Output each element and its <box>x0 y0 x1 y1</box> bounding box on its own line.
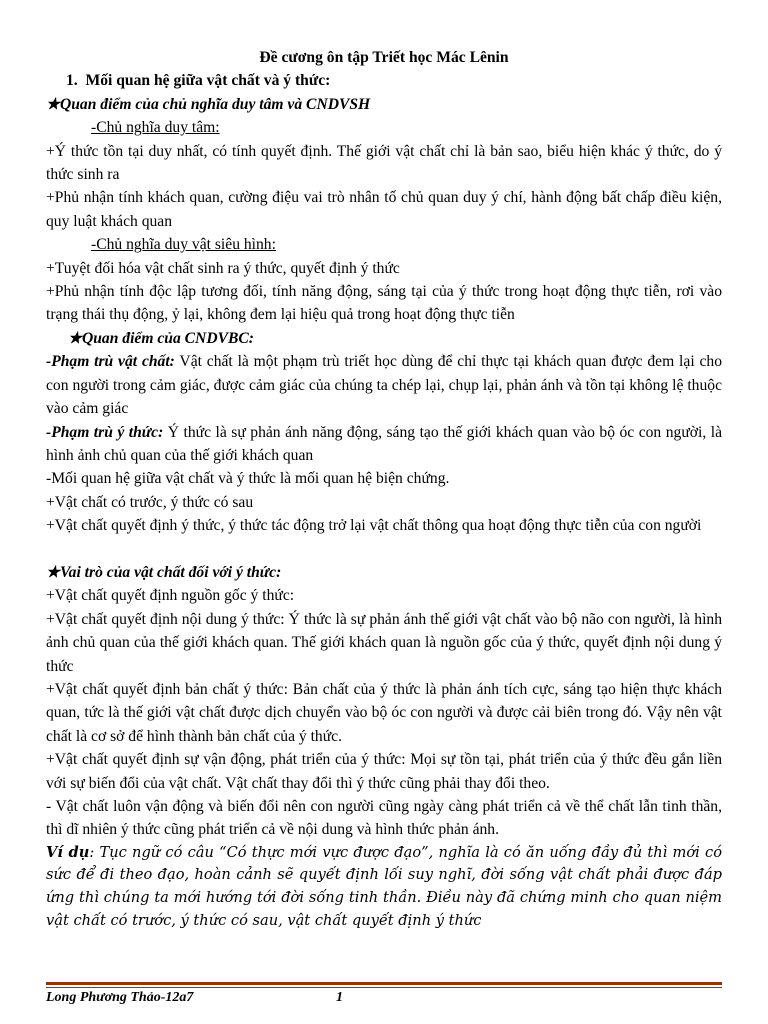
dvbc-paragraph: +Vật chất quyết định ý thức, ý thức tác động trở lại vật chất thông qua hoạt động thực tiễn của con người <box>46 517 702 535</box>
term-matter-label: -Phạm trù vật chất: <box>46 353 175 371</box>
idealism-heading <box>46 93 722 116</box>
idealism-heading-text: Quan điểm của chủ nghĩa duy tâm và CNDVSH <box>59 95 371 113</box>
footer-rule-thin <box>46 987 722 988</box>
dvbc-paragraph: +Vật chất có trước, ý thức có sau <box>46 493 254 511</box>
example-label: Ví dụ <box>46 843 90 861</box>
role-paragraph: +Vật chất quyết định nguồn gốc ý thức: <box>46 587 295 605</box>
example-paragraph <box>46 842 722 932</box>
role-heading <box>46 561 722 584</box>
idealism-paragraph: +Phủ nhận tính khách quan, cường điệu vai trò nhân tố chủ quan duy ý chí, hành động bất chấp điều kiện, quy luật khách quan <box>46 189 722 230</box>
page-footer <box>46 990 722 1010</box>
role-paragraph: - Vật chất luôn vận động và biến đổi nên con người cũng ngày càng phát triển cả về thể chất lẫn tinh thần, thì dĩ nhiên ý thức cũng phát triển cả về nội dung và hình thức phản ánh. <box>46 797 722 839</box>
term-matter-paragraph <box>46 350 722 420</box>
term-consciousness-text: Ý thức là sự phản ánh năng động, sáng tạo thế giới khách quan vào bộ óc con người, là hình ảnh chủ quan của thế giới khách quan <box>46 423 722 464</box>
page-number: 1 <box>336 990 343 1005</box>
idealism-paragraph: +Ý thức tồn tại duy nhất, có tính quyết định. Thế giới vật chất chỉ là bản sao, biểu hiện khác ý thức, do ý thức sinh ra <box>46 142 722 184</box>
dvbc-paragraph: -Mối quan hệ giữa vật chất và ý thức là mối quan hệ biện chứng. <box>46 470 450 488</box>
role-heading-text: Vai trò của vật chất đối với ý thức: <box>59 563 282 581</box>
role-paragraph: +Vật chất quyết định nội dung ý thức: Ý thức là sự phản ánh thế giới vật chất vào bộ não con người, là hình ảnh chủ quan của thế giới khách quan. Thế giới khách quan là nguồn gốc của ý thức, quyết định nội dung ý thức <box>46 610 722 675</box>
term-consciousness-paragraph <box>46 421 722 468</box>
idealism-subheading: -Chủ nghĩa duy tâm: <box>91 119 220 137</box>
dvbc-heading <box>46 327 722 350</box>
footer-rule <box>46 982 722 985</box>
dvbc-heading-text: Quan điểm của CNDVBC: <box>81 329 254 347</box>
example-text: : Tục ngữ có câu “Có thực mới vực được đạo”, nghĩa là có ăn uống đầy đủ thì mới có sức để đi theo đạo, hoàn cảnh sẽ quyết định lối suy nghĩ, đời sống vật chất phải được đáp ứng thì chúng ta mới hướng tới đời sống tinh thần. Điều này đã chứng minh cho quan niệm vật chất có trước, ý thức có sau, vật chất quyết định ý thức <box>46 843 722 929</box>
metaphysical-paragraph: +Phủ nhận tính độc lập tương đối, tính năng động, sáng tại của ý thức trong hoạt động thực tiễn, rơi vào trạng thái thụ động, ỷ lại, không đem lại hiệu quả trong hoạt động thực tiễn <box>46 283 722 324</box>
term-consciousness-label: -Phạm trù ý thức: <box>46 423 164 441</box>
heading-1-text: Mối quan hệ giữa vật chất và ý thức: <box>85 72 331 90</box>
metaphysical-subheading: -Chủ nghĩa duy vật siêu hình: <box>91 236 276 254</box>
star-icon: ★ <box>46 95 60 113</box>
role-paragraph: +Vật chất quyết định sự vận động, phát triển của ý thức: Mọi sự tồn tại, phát triển của ý thức đều gắn liền với sự biến đổi của vật chất. Vật chất thay đổi thì ý thức cũng phải thay đổi theo. <box>46 751 722 792</box>
heading-1 <box>46 69 722 92</box>
spacer <box>46 538 722 561</box>
document-title: Đề cương ôn tập Triết học Mác Lênin <box>259 49 509 66</box>
footer-author: Long Phương Thảo-12a7 <box>46 990 194 1005</box>
term-matter-text: Vật chất là một phạm trù triết học dùng để chỉ thực tại khách quan được đem lại cho con người trong cảm giác, được cảm giác của chúng ta chép lại, chụp lại, phản ánh và tồn tại không lệ thuộc vào cảm giác <box>46 353 722 418</box>
star-icon: ★ <box>46 563 60 581</box>
metaphysical-paragraph: +Tuyệt đối hóa vật chất sinh ra ý thức, quyết định ý thức <box>46 259 400 277</box>
heading-1-number: 1. <box>66 72 78 90</box>
role-paragraph: +Vật chất quyết định bản chất ý thức: Bản chất của ý thức là phản ánh tích cực, sáng tạo hiện thực khách quan, tức là thế giới vật chất được dịch chuyển vào bộ óc con người và được cải biên trong đó. Vậy nên vật chất là cơ sở để hình thành bản chất của ý thức. <box>46 680 722 745</box>
document-body <box>46 46 722 932</box>
star-icon: ★ <box>68 329 82 347</box>
